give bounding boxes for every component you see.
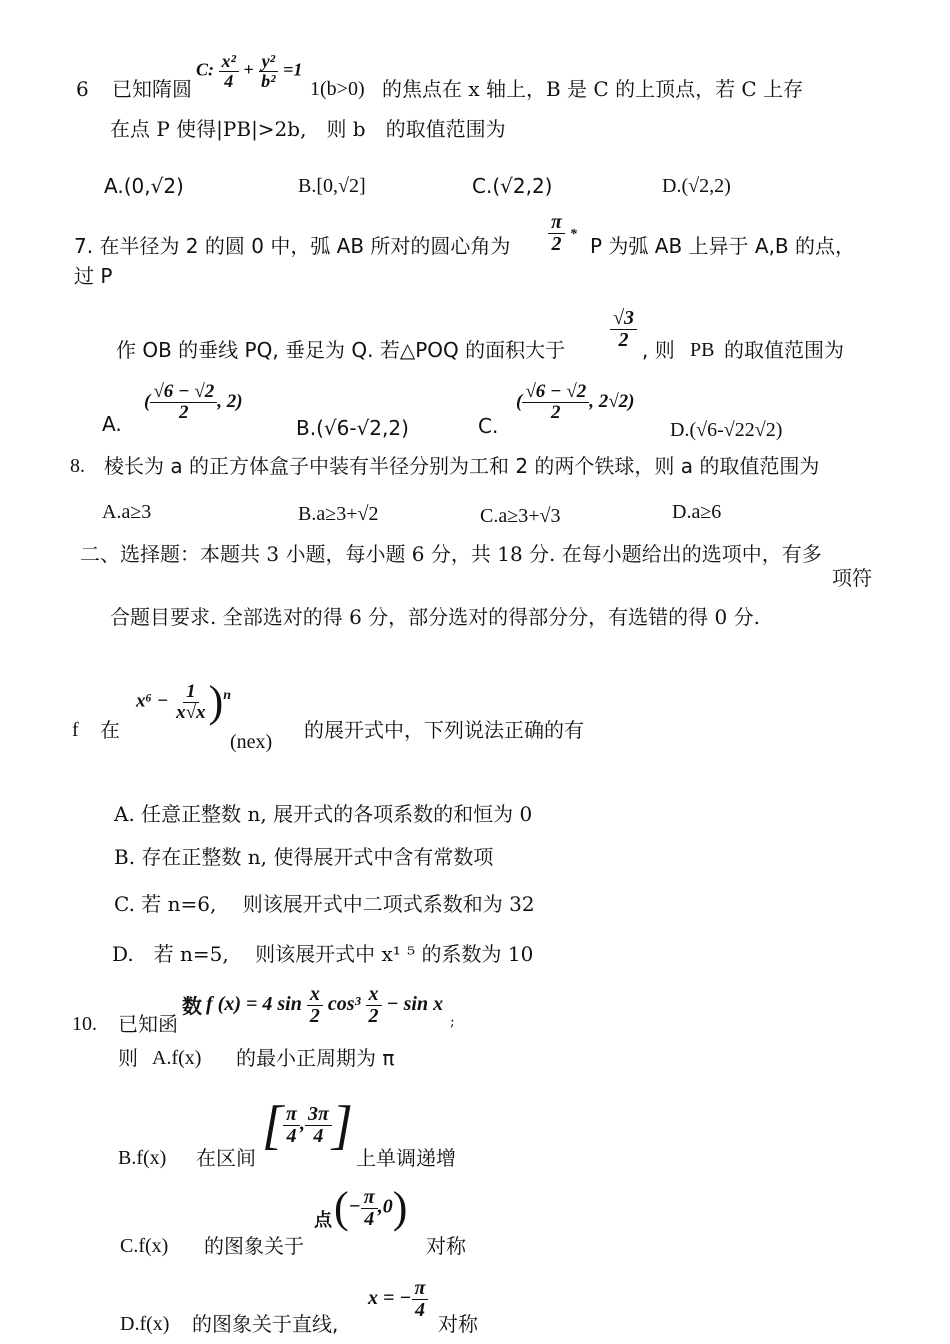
q9-option-b: B. 存在正整数 n, 使得展开式中含有常数项 xyxy=(114,845,494,869)
q8-option-d: D.a≥6 xyxy=(672,501,722,523)
q7-option-b: B.(√6-√2,2) xyxy=(296,416,409,440)
q10-option-c-dian: 点 xyxy=(314,1210,332,1231)
q10-d-xeq: x = − xyxy=(368,1287,412,1310)
q6-formula-c: C: xyxy=(196,59,214,80)
q6-four: 4 xyxy=(224,70,234,91)
q9-xsqrtx: x√x xyxy=(176,701,206,723)
q6-lead: 已知隋圆 xyxy=(112,77,192,101)
q10-option-b-label: B.f(x) xyxy=(118,1147,167,1169)
q8-option-c: C.a≥3+√3 xyxy=(480,505,561,527)
section2-heading-line1-end: 项符 xyxy=(832,566,872,590)
q10-b-pi: π xyxy=(283,1104,300,1126)
q7-line2c: 的取值范围为 xyxy=(724,338,844,362)
q9-nex: (nex) xyxy=(230,731,273,753)
q7-option-c-num: √6 − √2 xyxy=(522,382,589,403)
q10-option-d-tail: 对称 xyxy=(438,1312,478,1336)
q10-x-b: x xyxy=(366,984,382,1006)
q9-text: 的展开式中，下列说法正确的有 xyxy=(304,718,584,742)
q6-option-c: C.(√2,2) xyxy=(472,174,553,198)
q7-option-a-lparen: ( xyxy=(144,390,151,412)
q7-option-c-expr xyxy=(516,382,634,423)
q10-c-pi: π xyxy=(361,1187,378,1209)
q10-option-b-text: 在区间 xyxy=(196,1146,256,1170)
q10-two-a: 2 xyxy=(309,1005,320,1027)
q7-line1a: 7. 在半径为 2 的圆 0 中，弧 AB 所对的圆心角为 xyxy=(74,234,511,258)
q7-option-c-tail: , 2√2) xyxy=(589,390,635,412)
q7-option-a-num: √6 − √2 xyxy=(150,382,217,403)
q9-binomial-expr: x⁶ − $\frac{1}{x√x}$ )$^n$ xyxy=(136,677,232,726)
q10-c-zero: 0 xyxy=(382,1195,393,1218)
q10-c-neg: − xyxy=(348,1195,361,1218)
q8-option-a: A.a≥3 xyxy=(102,501,152,523)
q6-x2: x² xyxy=(219,52,239,72)
q6-y2: y² xyxy=(259,52,278,72)
q10-d-pi: π xyxy=(412,1278,429,1300)
q10-option-a-label: A.f(x) xyxy=(152,1047,202,1069)
q10-option-c-text: 的图象关于 xyxy=(204,1234,304,1258)
q9-zai: 在 xyxy=(100,718,120,742)
q6-text: 的焦点在 x 轴上，B 是 C 的上顶点，若 C 上存 xyxy=(382,77,804,101)
q7-star: * xyxy=(569,227,577,243)
q7-two: 2 xyxy=(551,233,562,255)
q7-line1c: 过 P xyxy=(74,264,113,288)
q7-line2b: , 则 xyxy=(642,338,675,362)
q7-option-a-label: A. xyxy=(102,412,122,436)
q6-b2: b² xyxy=(261,70,276,91)
q10-option-b-interval: [ $\frac{\pi}{4}$ , $\frac{3\pi}{4}$ ] xyxy=(262,1095,353,1155)
section2-heading-line1: 二、选择题：本题共 3 小题，每小题 6 分，共 18 分. 在每小题给出的选项中，有多 xyxy=(80,542,822,566)
q8-text: 棱长为 a 的正方体盒子中装有半径分别为工和 2 的两个铁球，则 a 的取值范围为 xyxy=(104,454,820,478)
q6-condition: 1(b>0) xyxy=(310,78,365,100)
q7-pb: PB xyxy=(690,339,715,361)
q6-option-d: D.(√2,2) xyxy=(662,175,731,197)
q10-option-c-point: (− $\frac{\pi}{4}$ ,0) xyxy=(334,1183,408,1232)
q7-sqrt3: √3 xyxy=(610,308,637,330)
section2-heading-line2: 合题目要求. 全部选对的得 6 分，部分选对的得部分分，有选错的得 0 分. xyxy=(110,605,760,629)
q10-c-four: 4 xyxy=(364,1207,375,1230)
q10-option-d-text: 的图象关于直线, xyxy=(192,1312,339,1336)
q7-line2a: 作 OB 的垂线 PQ, 垂足为 Q. 若△POQ 的面积大于 xyxy=(116,338,566,362)
q10-lead: 已知函 xyxy=(118,1012,178,1036)
q7-option-a-tail: , 2) xyxy=(217,390,243,412)
q10-two-b: 2 xyxy=(368,1005,379,1027)
q10-d-four: 4 xyxy=(414,1299,425,1321)
q10-b-3pi: 3π xyxy=(305,1104,332,1126)
q6-option-b: B.[0,√2] xyxy=(298,175,366,197)
q7-option-c-label: C. xyxy=(478,414,499,438)
q7-option-d: D.(√6-√22√2) xyxy=(670,419,783,441)
q9-one: 1 xyxy=(183,682,199,703)
q10-option-c-label: C.f(x) xyxy=(120,1235,169,1257)
q10-fx: f (x) = 4 sin xyxy=(206,993,302,1016)
q10-b-four-b: 4 xyxy=(313,1124,324,1147)
q10-cos3: cos³ xyxy=(327,993,361,1016)
q10-number: 10. xyxy=(72,1013,97,1035)
q7-pi: π xyxy=(548,212,565,234)
q9-option-a: A. 任意正整数 n, 展开式的各项系数的和恒为 0 xyxy=(114,802,533,826)
q7-angle-fraction xyxy=(548,212,577,255)
q10-option-a-text: 的最小正周期为 π xyxy=(236,1046,395,1070)
q9-x6: x⁶ − xyxy=(136,690,169,712)
q6-eq1: =1 xyxy=(283,59,303,80)
q10-option-d-label: D.f(x) xyxy=(120,1313,170,1335)
q7-option-c-den: 2 xyxy=(551,401,561,423)
q10-b-four-a: 4 xyxy=(286,1124,297,1147)
q8-number: 8. xyxy=(70,455,85,477)
q7-option-a-den: 2 xyxy=(179,401,189,423)
q10-b-comma: , xyxy=(299,1112,305,1135)
q6-ellipse-formula xyxy=(196,52,302,91)
q10-option-d-line xyxy=(368,1278,428,1321)
q7-option-a-expr xyxy=(144,382,243,423)
q6-plus: + xyxy=(243,59,254,80)
q10-shu: 数 xyxy=(182,994,202,1018)
q9-option-d: D. 若 n=5, 则该展开式中 x¹ ⁵ 的系数为 10 xyxy=(112,942,534,966)
q10-ze: 则 xyxy=(118,1046,138,1070)
q10-semicolon: ; xyxy=(450,1014,455,1030)
q10-c-comma: , xyxy=(377,1195,383,1218)
q6-number: 6 xyxy=(76,77,89,101)
q9-n: n xyxy=(223,688,232,704)
q6-line2: 在点 P 使得|PB|>2b, 则 b 的取值范围为 xyxy=(110,117,506,141)
q7-line1b: P 为弧 AB 上异于 A,B 的点， xyxy=(590,234,856,258)
q9-option-c: C. 若 n=6, 则该展开式中二项式系数和为 32 xyxy=(114,892,535,916)
q8-option-b: B.a≥3+√2 xyxy=(298,503,379,525)
q7-area-two: 2 xyxy=(618,329,629,351)
q10-option-b-tail: 上单调递增 xyxy=(356,1146,456,1170)
q10-x-a: x xyxy=(307,984,323,1006)
q9-f: f xyxy=(72,719,79,741)
q7-option-c-lparen: ( xyxy=(516,390,523,412)
q6-option-a: A.(0,√2) xyxy=(104,174,184,198)
q10-function-expr xyxy=(206,984,443,1027)
q10-minus-sin: − sin x xyxy=(386,993,444,1016)
q10-option-c-tail: 对称 xyxy=(426,1234,466,1258)
q7-area-fraction xyxy=(610,308,637,351)
